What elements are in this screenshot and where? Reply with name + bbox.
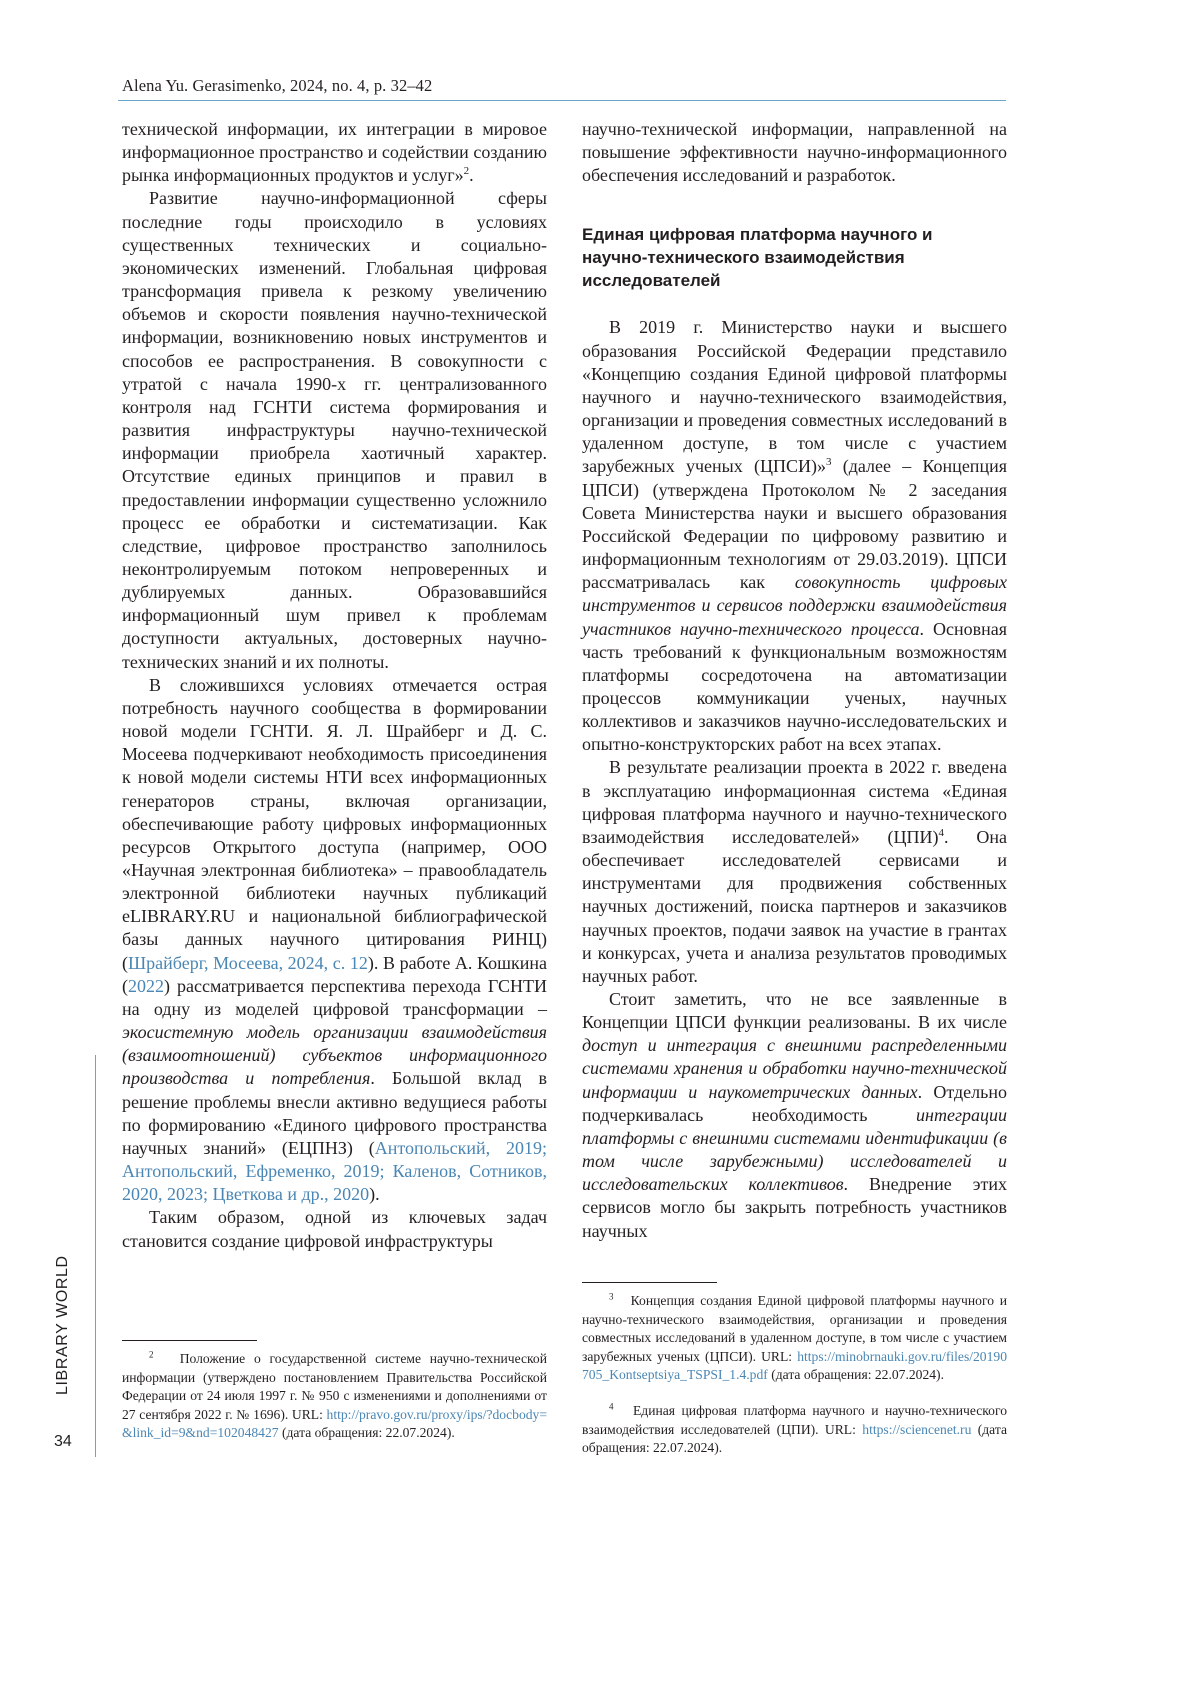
paragraph-text: . Большой вклад в решение проблемы внесли активно ведущиеся работы по формированию «Единого цифрового пространства научных знаний» (ЕЦПНЗ) ( bbox=[122, 1068, 547, 1157]
italic-emphasis: экосистемную модель организации взаимодействия (взаимоотношений) субъектов информационного производства и потребления bbox=[122, 1022, 547, 1088]
footnote-text: (дата обращения: 22.07.2024). bbox=[768, 1367, 944, 1382]
paragraph-text: ). bbox=[369, 1184, 380, 1204]
footnote-text: (дата обращения: 22.07.2024). bbox=[279, 1425, 455, 1440]
page-number: 34 bbox=[54, 1433, 72, 1451]
paragraph-text: В результате реализации проекта в 2022 г. введена в эксплуатацию информационная система «Единая цифровая платформа научного и научно-технического взаимодействия исследователей» (ЦПИ) bbox=[582, 757, 1007, 846]
italic-emphasis: совокупность цифровых инструментов и сервисов поддержки взаимодействия участников научно-технического процесса bbox=[582, 572, 1007, 638]
paragraph bbox=[582, 988, 1007, 1243]
footnote-ref[interactable]: 3 bbox=[826, 456, 832, 468]
paragraph: Развитие научно-информационной сферы последние годы происходило в условиях существенных технических и социально-экономических изменений. Глобальная цифровая трансформация привела к резкому увеличению объемов и скорости появления научно-технической информации, возникновению новых инструментов и способов ее распространения. В совокупности с утратой с начала 1990-х гг. централизованного контроля над ГСНТИ система формирования и развития инфраструктуры научно-технической информации приобрела хаотичный характер. Отсутствие единых принципов и правил в предоставлении информации существенно усложнило процесс ее обработки и систематизации. Как следствие, цифровое пространство заполнилось неконтролируемым потоком непроверенных и дублируемых данных. Образовавшийся информационный шум привел к проблемам доступности актуальных, достоверных научно-технических знаний и их полноты. bbox=[122, 187, 547, 673]
section-heading: Единая цифровая платформа научного и научно-технического взаимодействия исследователей bbox=[582, 223, 1007, 292]
header-rule bbox=[118, 100, 1006, 101]
paragraph-text: В 2019 г. Министерство науки и высшего образования Российской Федерации представило «Концепцию создания Единой цифровой платформы научного и научно-технического взаимодействия, организации и проведения совместных исследований в удаленном доступе, в том числе с участием зарубежных ученых (ЦПСИ)» bbox=[582, 317, 1007, 476]
paragraph-text: . Внедрение этих сервисов могло бы закрыть потребность участников научных bbox=[582, 1174, 1007, 1240]
paragraph: Таким образом, одной из ключевых задач становится создание цифровой инфраструктуры bbox=[122, 1206, 547, 1252]
sidebar-rule bbox=[95, 1055, 96, 1457]
footnote-text: Положение о государственной системе научно-технической информации (утверждено постановлением Правительства Российской Федерации от 24 июля 1997 г. № 950 с изменениями и дополнениями от 27 сентября 2022 г. № 1696). URL: bbox=[122, 1351, 547, 1422]
footnote bbox=[122, 1350, 547, 1443]
footnote-number: 4 bbox=[609, 1401, 614, 1411]
footnote-text: Единая цифровая платформа научного и научно-технического взаимодействия исследователей (ЦПИ). URL: bbox=[582, 1403, 1007, 1437]
footnote-url-link[interactable]: https://minobrnauki.gov.ru/files/20190705_Kontseptsiya_TSPSI_1.4.pdf bbox=[582, 1349, 1007, 1383]
paragraph-text: ) рассматривается перспектива перехода ГСНТИ на одну из моделей цифровой трансформации – bbox=[122, 976, 547, 1019]
paragraph-text: ). В работе А. Кошкина ( bbox=[122, 953, 547, 996]
paragraph-text: . Отдельно подчеркивалась необходимость bbox=[582, 1082, 1007, 1125]
footnote-ref[interactable]: 4 bbox=[939, 827, 945, 839]
citation-link[interactable]: Шрайберг, Мосеева, 2024, с. 12 bbox=[128, 953, 368, 973]
italic-emphasis: интеграции платформы с внешними системами идентификации (в том числе зарубежными) исследователей и исследовательских коллективов bbox=[582, 1105, 1007, 1194]
journal-name: LIBRARY WORLD bbox=[54, 1255, 72, 1395]
footnote-url-link[interactable]: https://sciencenet.ru bbox=[862, 1422, 971, 1437]
paragraph-text: . bbox=[469, 165, 474, 185]
paragraph-text: . Она обеспечивает исследователей сервисами и инструментами для продвижения собственных научных достижений, поиска партнеров и заказчиков научных проектов, подачи заявок на участие в грантах и конкурсах, учета и анализа результатов проводимых научных работ. bbox=[582, 827, 1007, 986]
footnote-ref[interactable]: 2 bbox=[464, 165, 470, 177]
footnote bbox=[582, 1402, 1007, 1458]
footnote-number: 2 bbox=[149, 1349, 154, 1359]
paragraph-text: Стоит заметить, что не все заявленные в Концепции ЦПСИ функции реализованы. В их числе bbox=[582, 989, 1007, 1032]
citation-link[interactable]: 2022 bbox=[128, 976, 164, 996]
footnote-rule bbox=[122, 1340, 257, 1341]
paragraph-text: В сложившихся условиях отмечается острая потребность научного сообщества в формировании новой модели ГСНТИ. Я. Л. Шрайберг и Д. С. Мосеева подчеркивают необходимость присоединения к новой модели системы НТИ всех информационных генераторов страны, включая организации, обеспечивающие работу цифровых информационных ресурсов Открытого доступа (например, ООО «Научная электронная библиотека» – правообладатель электронной библиотеки научных публикаций eLIBRARY.RU и национальной библиографической базы данных научного цитирования РИНЦ) ( bbox=[122, 675, 547, 973]
paragraph: научно-технической информации, направленной на повышение эффективности научно-информационного обеспечения исследований и разработок. bbox=[582, 118, 1007, 187]
right-column bbox=[582, 118, 1007, 1243]
paragraph-text: технической информации, их интеграции в мировое информационное пространство и содействии созданию рынка информационных продуктов и услуг» bbox=[122, 119, 547, 185]
footnote bbox=[582, 1292, 1007, 1385]
footnote-number: 3 bbox=[609, 1291, 614, 1301]
footnote-text: Концепция создания Единой цифровой платформы научного и научно-технического взаимодействия, организации и проведения совместных исследований в удаленном доступе, в том числе с участием зарубежных ученых (ЦПСИ). URL: bbox=[582, 1293, 1007, 1364]
running-head: Alena Yu. Gerasimenko, 2024, no. 4, p. 32–42 bbox=[122, 76, 1006, 96]
paragraph bbox=[582, 756, 1007, 988]
footnote-url-link[interactable]: http://pravo.gov.ru/proxy/ips/?docbody=&link_id=9&nd=102048427 bbox=[122, 1407, 547, 1441]
paragraph-text: (далее – Концепция ЦПСИ) (утверждена Протоколом № 2 заседания Совета Министерства науки и высшего образования Российской Федерации по цифровому развитию и информационным технологиям от 29.03.2019). ЦПСИ рассматривалась как bbox=[582, 456, 1007, 592]
paragraph-text: . Основная часть требований к функциональным возможностям платформы сосредоточена на автоматизации процессов коммуникации ученых, научных коллективов и заказчиков научно-исследовательских и опытно-конструкторских работ на всех этапах. bbox=[582, 619, 1007, 755]
left-column bbox=[122, 118, 547, 1253]
footnote-text: (дата обращения: 22.07.2024). bbox=[582, 1422, 1007, 1456]
footnote-rule bbox=[582, 1282, 717, 1283]
citation-link[interactable]: Антопольский, 2019; Антопольский, Ефременко, 2019; Каленов, Сотников, 2020, 2023; Цветкова и др., 2020 bbox=[122, 1138, 547, 1204]
italic-emphasis: доступ и интеграция с внешними распределенными системами хранения и обработки научно-технической информации и наукометрических данных bbox=[582, 1035, 1007, 1101]
paragraph bbox=[122, 118, 547, 187]
paragraph bbox=[582, 316, 1007, 756]
paragraph bbox=[122, 674, 547, 1207]
